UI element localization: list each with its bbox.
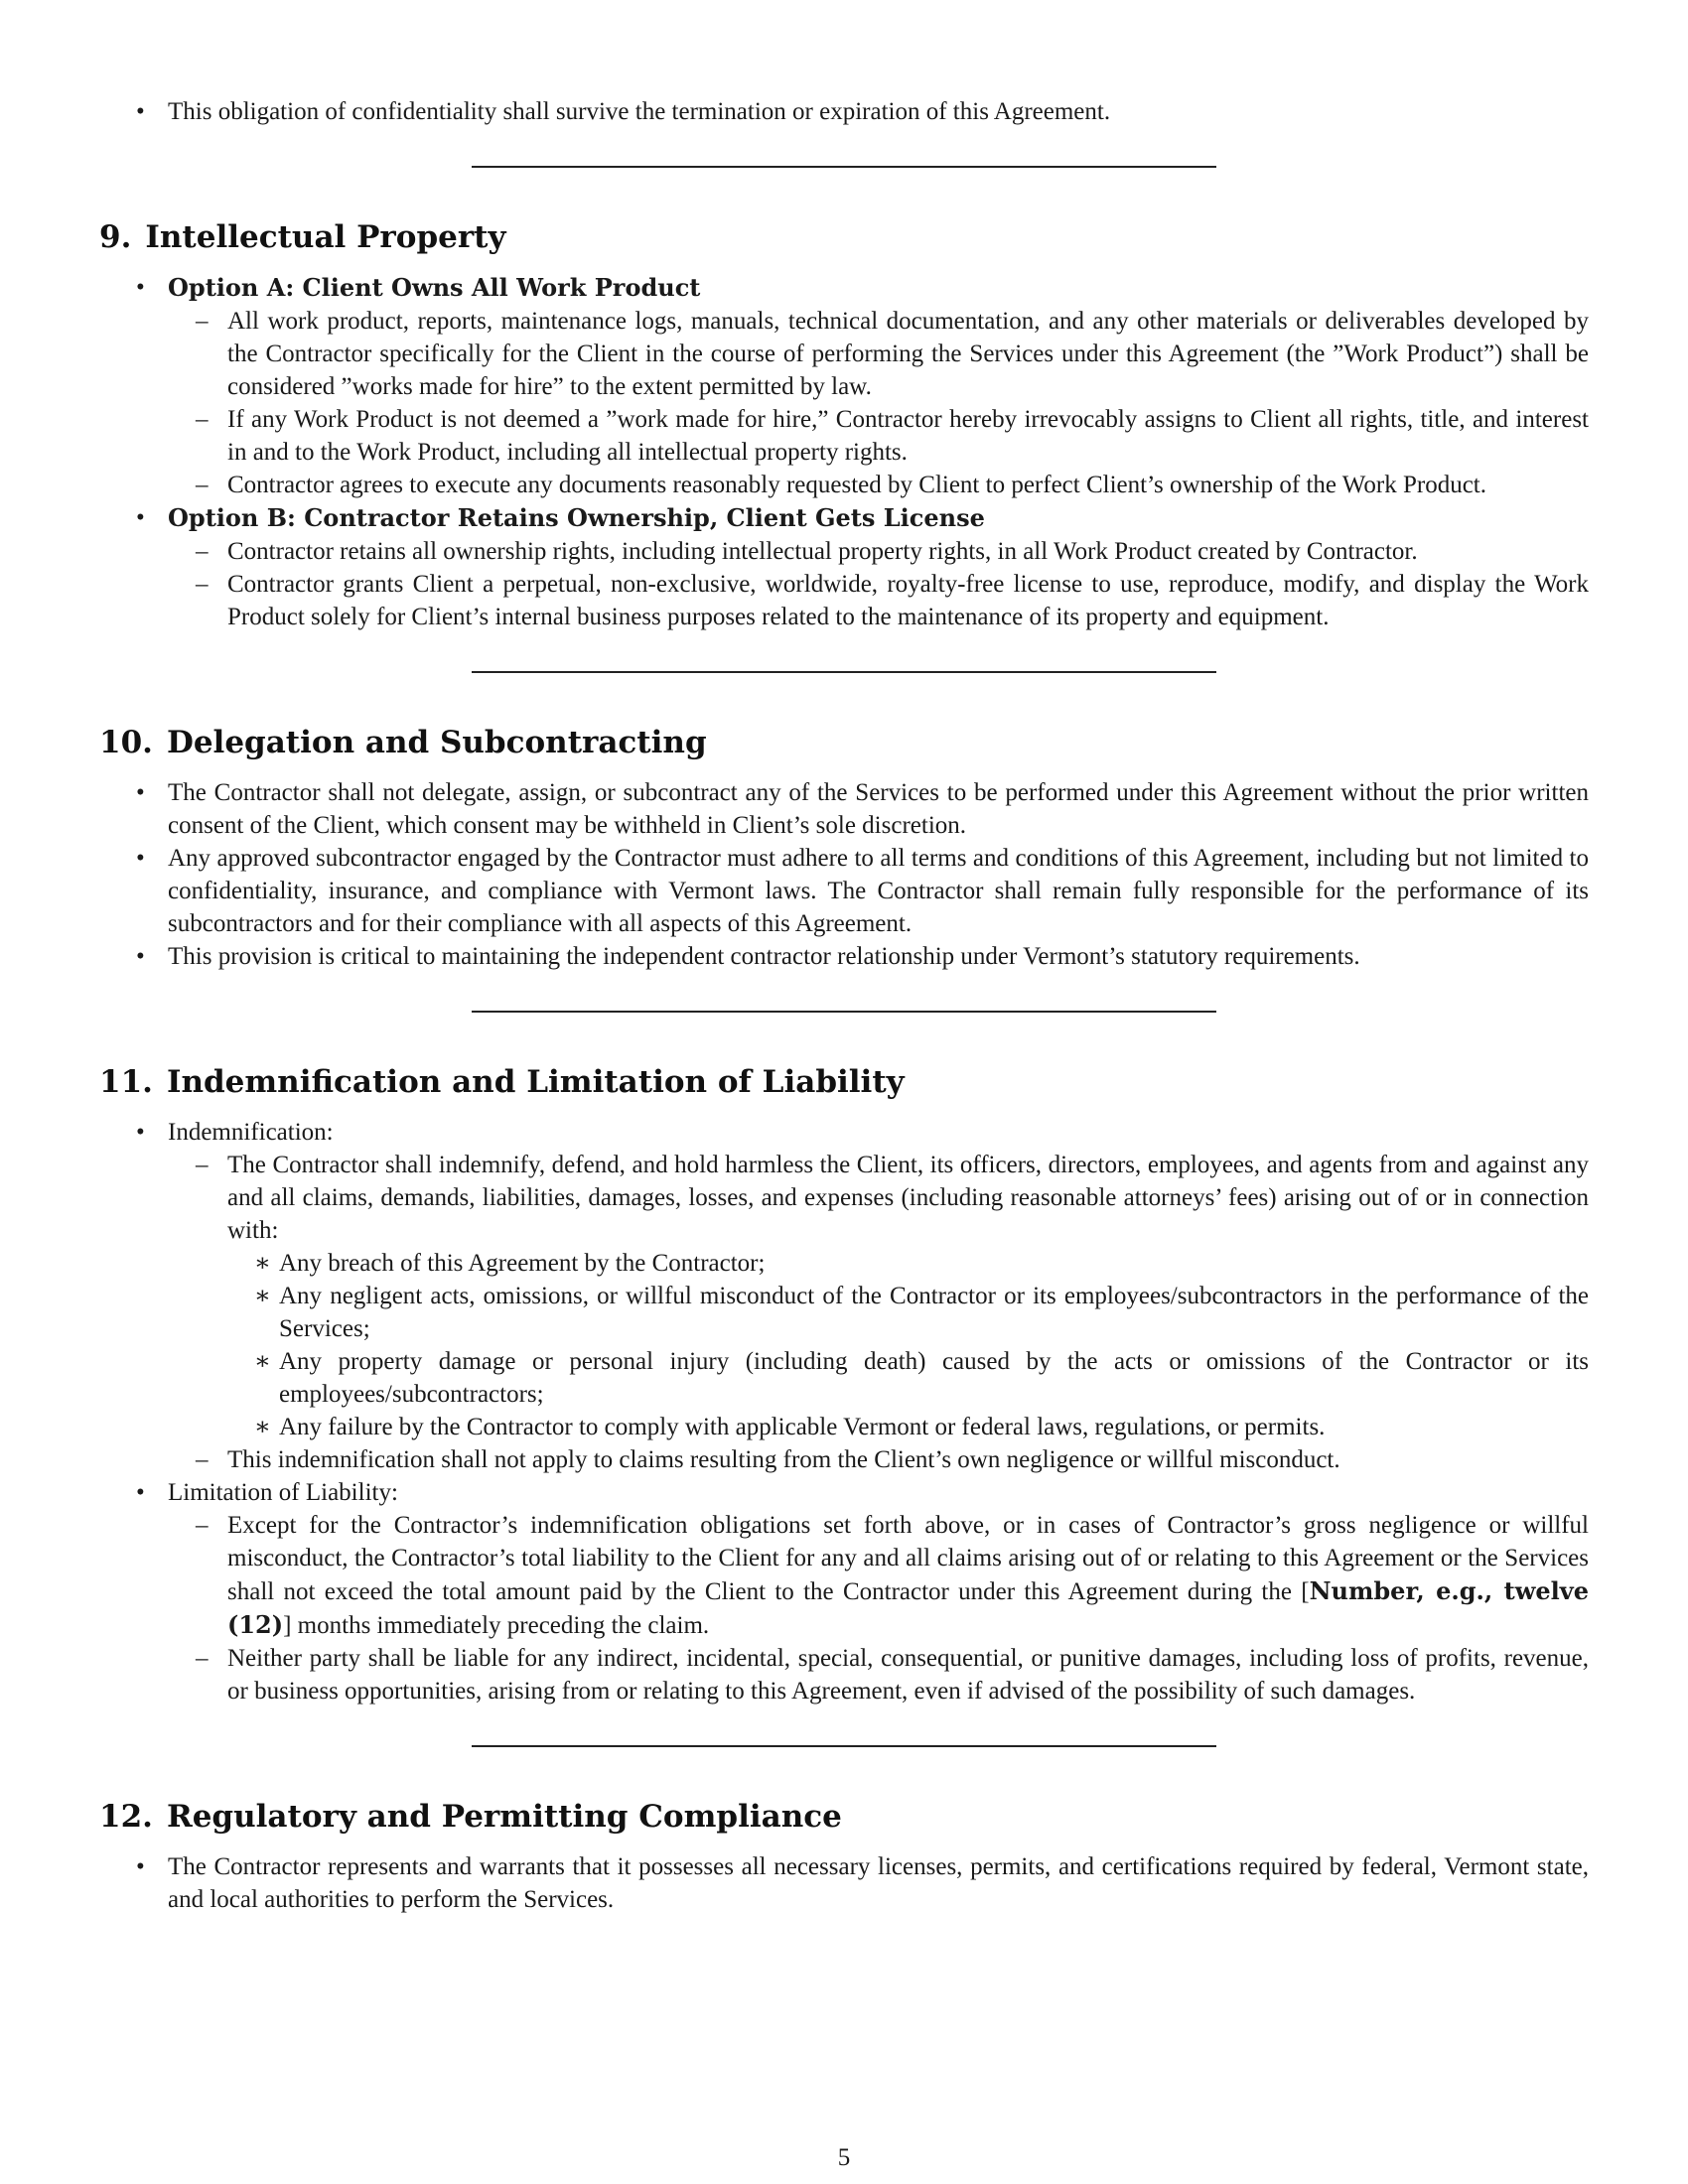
indemnification-label: Indemnification: [168, 1119, 334, 1146]
ip-options-list [99, 271, 1589, 633]
bullet-icon: • [136, 1479, 145, 1506]
list-item: ∗ Any breach of this Agreement by the Contractor; [211, 1247, 1589, 1280]
dash-icon: – [196, 1645, 209, 1672]
indemnification-list [99, 1116, 1589, 1707]
section-divider [472, 671, 1216, 673]
delegation-list [99, 776, 1589, 973]
dash-icon: – [196, 1512, 209, 1539]
dash-icon: – [196, 472, 209, 498]
section-heading-11: 11. Indemnification and Limitation of Liability [99, 1064, 905, 1100]
list-item [99, 1476, 1589, 1707]
option-a-list [159, 305, 1589, 501]
list-item: – Contractor retains all ownership rights, including intellectual property rights, in all Work Product created by Contractor. [159, 535, 1589, 568]
list-item: • The Contractor shall not delegate, assign, or subcontract any of the Services to be performed under this Agreement without the prior written consent of the Client, which consent may be withheld in Client’s sole discretion. [99, 776, 1589, 842]
list-item: – Contractor grants Client a perpetual, non-exclusive, worldwide, royalty-free license to use, reproduce, modify, and display the Work Product solely for Client’s internal business purposes related to the maintenance of its property and equipment. [159, 568, 1589, 633]
compliance-list [99, 1850, 1589, 1916]
document-page [99, 95, 1589, 1916]
dash-icon: – [196, 308, 209, 335]
indemnification-sublist [159, 1149, 1589, 1476]
bullet-icon: • [136, 504, 145, 531]
bullet-icon: • [136, 1119, 145, 1146]
bullet-icon: • [136, 779, 145, 806]
section-divider [472, 1011, 1216, 1013]
list-item [99, 1116, 1589, 1476]
dash-icon: – [196, 538, 209, 565]
bullet-icon: • [136, 1853, 145, 1880]
list-item: ∗ Any property damage or personal injury (including death) caused by the acts or omissions of the Contractor or its employees/subcontractors; [211, 1345, 1589, 1411]
list-item: • The Contractor represents and warrants that it possesses all necessary licenses, permits, and certifications required by federal, Vermont state, and local authorities to perform the Services. [99, 1850, 1589, 1916]
asterisk-icon: ∗ [254, 1414, 271, 1440]
option-a-label: Option A: Client Owns All Work Product [168, 273, 701, 302]
dash-icon: – [196, 406, 209, 433]
list-item: • This provision is critical to maintaining the independent contractor relationship under Vermont’s statutory requirements. [99, 940, 1589, 973]
list-item: – All work product, reports, maintenance logs, manuals, technical documentation, and any other materials or deliverables developed by the Contractor specifically for the Client in the course of performing the Services under this Agreement (the ”Work Product”) shall be considered ”works made for hire” to the extent permitted by law. [159, 305, 1589, 403]
list-item: – Except for the Contractor’s indemnification obligations set forth above, or in cases of Contractor’s gross negligence or willful misconduct, the Contractor’s total liability to the Client for any and all claims arising out of or relating to this Agreement or the Services shall not exceed the total amount paid by the Client to the Contractor under this Agreement during the [Number, e.g., twelve (12)] months immediately preceding the claim. [159, 1509, 1589, 1642]
list-item: • This obligation of confidentiality shall survive the termination or expiration of this Agreement. [99, 95, 1589, 128]
indemnification-cases [211, 1247, 1589, 1443]
asterisk-icon: ∗ [254, 1348, 271, 1375]
list-item: – Contractor agrees to execute any documents reasonably requested by Client to perfect Client’s ownership of the Work Product. [159, 469, 1589, 501]
bullet-icon: • [136, 274, 145, 301]
section-divider [472, 1745, 1216, 1747]
asterisk-icon: ∗ [254, 1283, 271, 1309]
list-item: • Any approved subcontractor engaged by the Contractor must adhere to all terms and conditions of this Agreement, including but not limited to confidentiality, insurance, and compliance with Vermont laws. The Contractor shall remain fully responsible for the performance of its subcontractors and for their compliance with all aspects of this Agreement. [99, 842, 1589, 940]
list-item: ∗ Any negligent acts, omissions, or willful misconduct of the Contractor or its employees/subcontractors in the performance of the Services; [211, 1280, 1589, 1345]
section-heading-10: 10. Delegation and Subcontracting [99, 725, 707, 760]
section-divider [472, 166, 1216, 168]
list-item: – The Contractor shall indemnify, defend, and hold harmless the Client, its officers, directors, employees, and agents from and against any and all claims, demands, liabilities, damages, losses, and expenses (including reasonable attorneys’ fees) arising out of or in connection with: ∗ Any breach of this Agreement by the Contractor; ∗ Any negligent acts, omissions, or willful misconduct of the Contractor or its employees/subcontractors in the performance of the Services; ∗ Any property damage or personal injury (including death) caused by the acts or omissions of the Contractor or its employees/subcontractors; ∗ Any failure by the Contractor to comply with applicable Vermont or federal laws, regulations, or permits. [159, 1149, 1589, 1443]
option-b-label: Option B: Contractor Retains Ownership, Client Gets License [168, 503, 985, 532]
list-item [99, 501, 1589, 633]
section-heading-9: 9. Intellectual Property [99, 219, 506, 255]
dash-icon: – [196, 1446, 209, 1473]
section-heading-12: 12. Regulatory and Permitting Compliance [99, 1799, 842, 1835]
limitation-sublist [159, 1509, 1589, 1707]
list-item: – This indemnification shall not apply to claims resulting from the Client’s own negligence or willful misconduct. [159, 1443, 1589, 1476]
list-item: ∗ Any failure by the Contractor to comply with applicable Vermont or federal laws, regulations, or permits. [211, 1411, 1589, 1443]
list-item [99, 271, 1589, 501]
list-item: – If any Work Product is not deemed a ”work made for hire,” Contractor hereby irrevocably assigns to Client all rights, title, and interest in and to the Work Product, including all intellectual property rights. [159, 403, 1589, 469]
confidentiality-list [99, 95, 1589, 128]
placeholder-bold: Number, e.g., twelve (12) [227, 1576, 1589, 1639]
bullet-icon: • [136, 845, 145, 872]
dash-icon: – [196, 1152, 209, 1178]
page-number: 5 [837, 2144, 851, 2171]
list-item: – Neither party shall be liable for any indirect, incidental, special, consequential, or punitive damages, including loss of profits, revenue, or business opportunities, arising from or relating to this Agreement, even if advised of the possibility of such damages. [159, 1642, 1589, 1707]
limitation-label: Limitation of Liability: [168, 1479, 398, 1506]
bullet-icon: • [136, 98, 145, 125]
dash-icon: – [196, 571, 209, 598]
bullet-icon: • [136, 943, 145, 970]
option-b-list [159, 535, 1589, 633]
asterisk-icon: ∗ [254, 1250, 271, 1277]
